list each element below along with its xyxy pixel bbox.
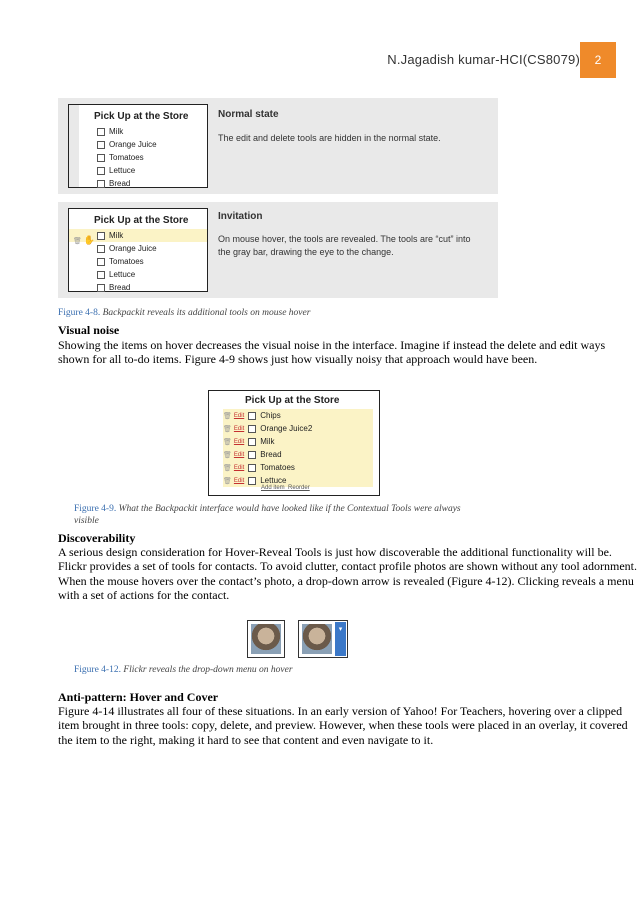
- page-header-title: N.Jagadish kumar-HCI(CS8079): [387, 52, 580, 67]
- list-item: 🗑 Edit Bread: [223, 448, 373, 461]
- checkbox[interactable]: [248, 412, 256, 420]
- trash-icon[interactable]: 🗑: [223, 412, 232, 420]
- figure-4-8-normal-panel: [58, 98, 498, 194]
- edit-link[interactable]: Edit: [233, 412, 245, 419]
- list-item: Orange Juice: [97, 138, 157, 151]
- edit-link[interactable]: Edit: [233, 425, 245, 432]
- list-item: Milk: [97, 229, 157, 242]
- page-number-badge: 2: [580, 42, 616, 78]
- invitation-state-desc-line2: the gray bar, drawing the eye to the change.: [218, 247, 394, 257]
- list-item: 🗑 Edit Milk: [223, 435, 373, 448]
- checkbox[interactable]: [97, 167, 105, 175]
- list-item: Bread: [97, 177, 157, 190]
- dropdown-arrow-icon[interactable]: ▾: [335, 622, 346, 656]
- trash-icon[interactable]: 🗑: [73, 238, 82, 245]
- checkbox[interactable]: [97, 141, 105, 149]
- list-item: Tomatoes: [97, 255, 157, 268]
- caption-text: What the Backpackit interface would have looked like if the Contextual Tools were always: [116, 504, 461, 514]
- figure-4-9-store-list: [208, 390, 380, 496]
- trash-icon[interactable]: 🗑: [223, 477, 232, 485]
- contact-photo[interactable]: [247, 620, 285, 658]
- store-list-normal: [68, 104, 208, 188]
- figure-4-8-invitation-panel: [58, 202, 498, 298]
- section-paragraph: Showing the items on hover decreases the visual noise in the interface. Imagine if instead the delete and edit ways shown for all to-do items. Figure 4-9 shows just how visually noisy that approach would have been.: [58, 338, 606, 367]
- contact-photo-hover[interactable]: [298, 620, 348, 658]
- list-item: Orange Juice: [97, 242, 157, 255]
- caption-text: Backpackit reveals its additional tools on mouse hover: [100, 308, 311, 318]
- section-paragraph: A serious design consideration for Hover-Reveal Tools is just how discoverable the additional functionality will be. Flickr provides a set of tools for contacts. To avoid clutter, contact profile photos are shown without any tool adornment. When the mouse hovers over the contact’s photo, a drop-down arrow is revealed (Figure 4-12). Clicking reveals a menu with a set of actions for the contact.: [58, 545, 637, 603]
- edit-link[interactable]: Edit: [233, 477, 245, 484]
- normal-state-desc: The edit and delete tools are hidden in the normal state.: [218, 133, 441, 143]
- edit-link[interactable]: Edit: [233, 438, 245, 445]
- figure-4-9-caption: [74, 503, 461, 527]
- checkbox[interactable]: [97, 180, 105, 188]
- list-item: Lettuce: [97, 164, 157, 177]
- figure-4-12-caption: [74, 665, 293, 675]
- store-list-title: Pick Up at the Store: [94, 111, 189, 122]
- invitation-state-title: Invitation: [218, 211, 263, 222]
- contact-photo-image: [302, 624, 332, 654]
- list-item: Lettuce: [97, 268, 157, 281]
- edit-link[interactable]: Edit: [233, 451, 245, 458]
- checkbox[interactable]: [97, 284, 105, 292]
- trash-icon[interactable]: 🗑: [223, 451, 232, 459]
- checkbox[interactable]: [97, 128, 105, 136]
- caption-text-line2: visible: [74, 516, 99, 526]
- checkbox[interactable]: [248, 464, 256, 472]
- section-paragraph: Figure 4-14 illustrates all four of these situations. In an early version of Yahoo! For Teachers, hovering over a clipped item brought in three tools: copy, delete, and preview. However, when these tools were placed in an overlay, it covered the item to the right, making it hard to see that content and even navigate to it.: [58, 704, 628, 747]
- figure-label: Figure 4-12.: [74, 665, 121, 675]
- trash-icon[interactable]: 🗑: [223, 464, 232, 472]
- list-item: Milk: [97, 125, 157, 138]
- figure-4-8-caption: [58, 308, 310, 318]
- checkbox[interactable]: [248, 438, 256, 446]
- list-item: 🗑 Edit Tomatoes: [223, 461, 373, 474]
- checkbox[interactable]: [97, 154, 105, 162]
- hover-tools[interactable]: [73, 230, 95, 248]
- normal-state-title: Normal state: [218, 109, 279, 120]
- caption-text: Flickr reveals the drop-down menu on hover: [120, 665, 293, 675]
- checkbox[interactable]: [97, 232, 105, 240]
- section-heading: Visual noise: [58, 323, 120, 337]
- cursor-icon: ✋: [83, 235, 96, 245]
- list-item: Tomatoes: [97, 151, 157, 164]
- invitation-state-desc-line1: On mouse hover, the tools are revealed. The tools are “cut” into: [218, 234, 471, 244]
- list-item: 🗑 Edit Lettuce: [223, 474, 373, 487]
- store-list-invitation: [68, 208, 208, 292]
- contact-photo-image: [251, 624, 281, 654]
- store-list-title: Pick Up at the Store: [245, 395, 340, 406]
- checkbox[interactable]: [97, 245, 105, 253]
- section-heading: Discoverability: [58, 531, 136, 545]
- list-item: Bread: [97, 281, 157, 294]
- store-list-title: Pick Up at the Store: [94, 215, 189, 226]
- trash-icon[interactable]: 🗑: [223, 438, 232, 446]
- trash-icon[interactable]: 🗑: [223, 425, 232, 433]
- edit-link[interactable]: Edit: [233, 464, 245, 471]
- checkbox[interactable]: [248, 425, 256, 433]
- checkbox[interactable]: [248, 451, 256, 459]
- list-item: 🗑 Edit Orange Juice2: [223, 422, 373, 435]
- figure-label: Figure 4-8.: [58, 308, 101, 318]
- list-footer-links[interactable]: Add item Reorder: [261, 485, 310, 491]
- section-heading: Anti-pattern: Hover and Cover: [58, 690, 219, 704]
- checkbox[interactable]: [97, 271, 105, 279]
- checkbox[interactable]: [97, 258, 105, 266]
- list-item: 🗑 Edit Chips: [223, 409, 373, 422]
- figure-label: Figure 4-9.: [74, 504, 117, 514]
- checkbox[interactable]: [248, 477, 256, 485]
